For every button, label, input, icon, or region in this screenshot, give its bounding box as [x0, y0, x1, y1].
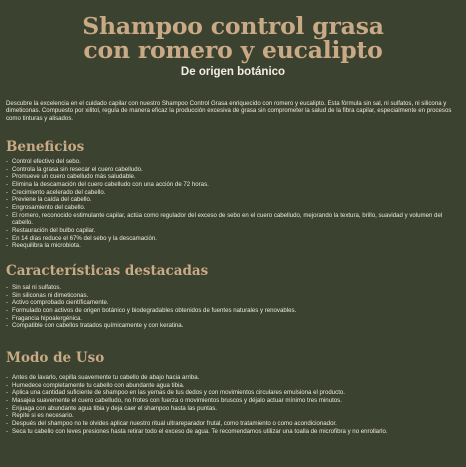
modo-uso-item: - Enjuaga con abundante agua tibia y deja caer el shampoo hasta las puntas. [6, 405, 462, 413]
modo-uso-item: - Repite si es necesario. [6, 412, 462, 420]
section-title-caracteristicas: Características destacadas [6, 263, 209, 279]
product-title-line-2: con romero y eucalipto [83, 36, 383, 64]
section-title-beneficios: Beneficios [6, 139, 85, 155]
product-title-line-1: Shampoo control grasa [82, 12, 384, 40]
modo-uso-item: - Masajea suavemente el cuero cabelludo, no frotes con fuerza o movimientos bruscos y déjalo actuar mínimo tres minutos. [6, 397, 462, 405]
modo-uso-list [6, 374, 462, 435]
modo-uso-item: - Antes de lavarlo, cepilla suavemente tu cabello de abajo hacia arriba. [6, 374, 462, 382]
beneficio-item: - En 14 días reduce el 67% del sebo y la descamación. [6, 235, 462, 243]
caracteristica-item: - Fragancia hipoalergénica. [6, 315, 462, 323]
product-title [0, 14, 466, 62]
caracteristica-item: - Formulado con activos de origen botánico y biodegradables obtenidos de fuentes naturales y renovables. [6, 307, 462, 315]
caracteristica-item: - Sin siliconas ni dimeticonas. [6, 292, 462, 300]
beneficios-list [6, 158, 462, 250]
modo-uso-item: - Después del shampoo no te olvides aplicar nuestro ritual ultrareparador frutal, como tratamiento o como acondicionador. [6, 420, 462, 428]
caracteristicas-list [6, 284, 462, 330]
modo-uso-item: - Seca tu cabello con leves presiones hasta retirar todo el exceso de agua. Te recomendamos utilizar una toalla de microfibra y no enrollarlo. [6, 428, 462, 436]
beneficio-item: - Crecimiento acelerado del cabello. [6, 189, 462, 197]
intro-paragraph: Descubre la excelencia en el cuidado capilar con nuestro Shampoo Control Grasa enriquecido con romero y eucalipto. Esta fórmula sin sal, ni sulfatos, ni silicona y dimeticonas. Compuesto por xilitol, regula de manera eficaz la producción excesiva de grasa sin comprometer la salud de la fibra capilar, especialmente en procesos como tinturas y alisados. [6, 100, 452, 122]
modo-uso-item: - Aplica una cantidad suficiente de shampoo en las yemas de tus dedos y con movimientos circulares emulsiona el producto. [6, 389, 462, 397]
beneficio-item: - El romero, reconocido estimulante capilar, actúa como regulador del exceso de sebo en el cuero cabelludo, mejorando la textura, brillo, suavidad y volumen del cabello. [6, 212, 462, 227]
beneficio-item: - Control efectivo del sebo. [6, 158, 462, 166]
beneficio-item: - Elimina la descamación del cuero cabelludo con una acción de 72 horas. [6, 181, 462, 189]
beneficio-item: - Engrosamiento del cabello. [6, 204, 462, 212]
caracteristica-item: - Sin sal ni sulfatos. [6, 284, 462, 292]
beneficio-item: - Restauración del bulbo capilar. [6, 227, 462, 235]
section-title-modo-uso: Modo de Uso [6, 350, 105, 366]
beneficio-item: - Previene la caída del cabello. [6, 196, 462, 204]
product-subtitle: De origen botánico [180, 66, 286, 78]
modo-uso-item: - Humedece completamente tu cabello con abundante agua tibia. [6, 382, 462, 390]
caracteristica-item: - Compatible con cabellos tratados químicamente y con keratina. [6, 322, 462, 330]
caracteristica-item: - Activo comprobado científicamente. [6, 299, 462, 307]
beneficio-item: - Reequilibra la microbiota. [6, 242, 462, 250]
beneficio-item: - Promueve un cuero cabelludo más saludable. [6, 173, 462, 181]
beneficio-item: - Controla la grasa sin resecar el cuero cabelludo. [6, 166, 462, 174]
